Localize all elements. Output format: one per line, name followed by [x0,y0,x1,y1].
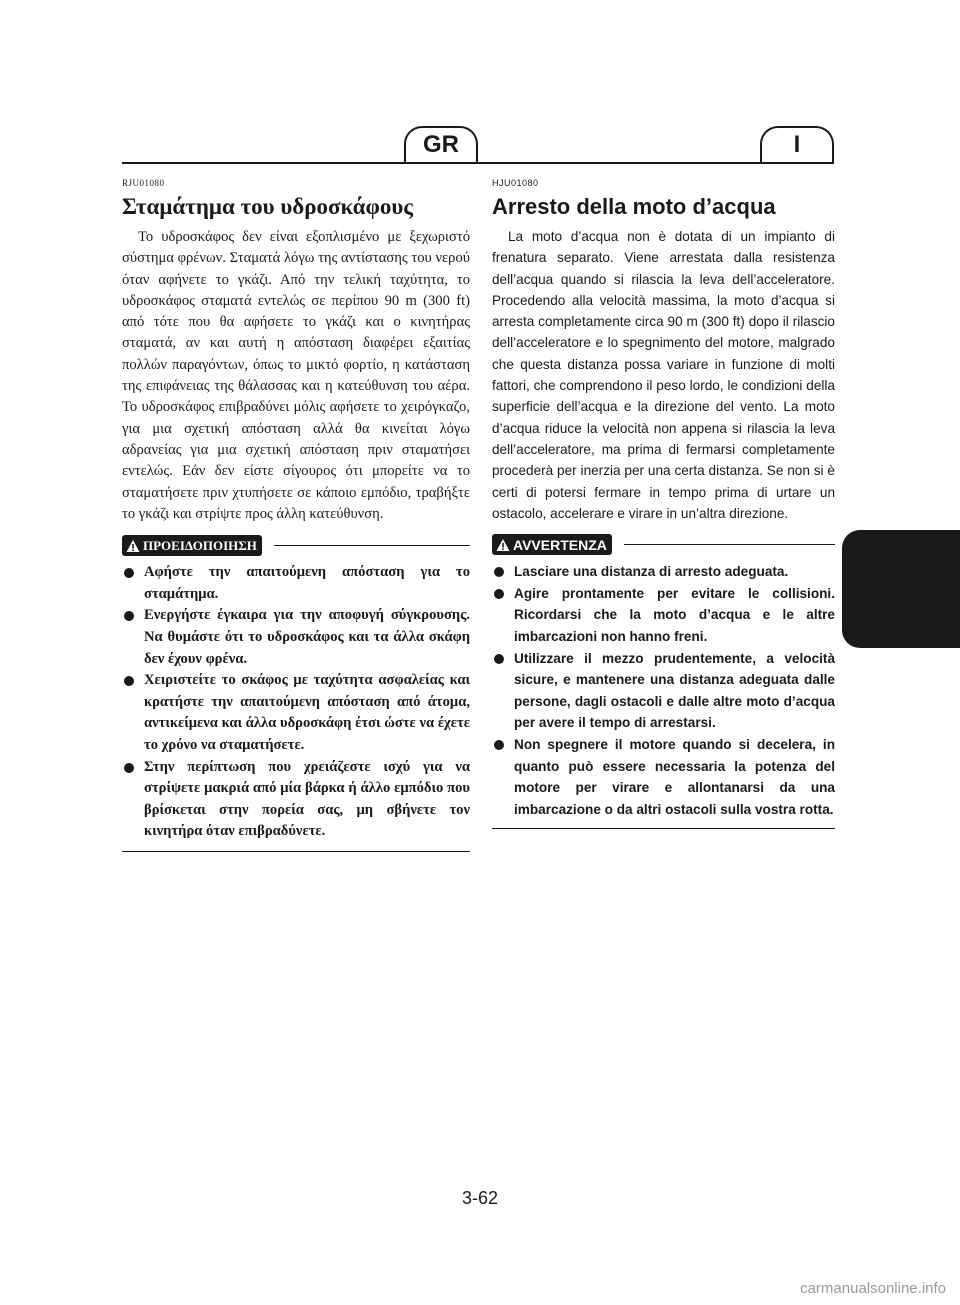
bullet-icon [494,654,504,664]
bullet-icon [494,740,504,750]
list-item: Στην περίπτωση που χρειάζεστε ισχύ για να στρίψετε μακριά από μία βάρκα ή άλλο εμπόδιο που βρίσκεται στην πορεία σας, μη σβήνετε τον κινητήρα όταν επιβραδύνετε. [122,757,470,843]
body-paragraph: Το υδροσκάφος δεν είναι εξοπλισμένο με ξεχωριστό σύστημα φρένων. Σταματά λόγω της αντίστασης του νερού όταν αφήνετε το γκάζι. Από την τελική ταχύτητα, το υδροσκάφος σταματά εντελώς σε περίπου 90 m (300 ft) από τότε που θα αφήσετε το γκάζι και ο κινητήρας σταματά, αν και αυτή η απόσταση διαφέρει εξαιτίας πολλών παραγόντων, όπως το μικτό φορτίο, η κατάσταση της επιφάνειας της θάλασσας και η κατεύθυνση του αέρα. Το υδροσκάφος επιβραδύνει μόλις αφήσετε το χειρόγκαζο, για μια σχετική απόσταση αλλά θα κινείται λόγω αδρανείας για μια σχετική απόσταση πριν σταματήσει εντελώς. Εάν δεν είστε σίγουρος ότι μπορείτε να το σταματήσετε πριν χτυπήσετε σε κάποιο εμπόδιο, τραβήξτε το γκάζι και στρίψτε προς άλλη κατεύθυνση. [122,229,470,522]
warning-list [122,562,470,843]
warning-badge [122,535,262,556]
list-item: Agire prontamente per evitare le collisioni. Ricordarsi che la moto d’acqua e le altre imbarcazioni non hanno freni. [492,583,835,648]
warning-list [492,561,835,820]
warning-badge [492,534,612,555]
section-title: Σταμάτημα του υδροσκάφους [122,194,413,219]
bullet-icon [124,611,134,621]
body-paragraph: La moto d’acqua non è dotata di un impianto di frenatura separato. Viene arrestata dalla resistenza dell’acqua quando si rilascia la leva dell’acceleratore. Procedendo alla velocità massima, la moto d’acqua si arresta completamente circa 90 m (300 ft) dopo il rilascio dell’acceleratore e lo spegnimento del motore, malgrado che questa distanza possa variare in funzione di molti fattori, che comprendono il peso lordo, le condizioni della superficie dell’acqua e la direzione del vento. La moto d’acqua riduce la velocità non appena si rilascia la leva dell’acceleratore, ma prima di fermarsi completamente procederà per inerzia per una certa distanza. Se non si è certi di potersi fermare in tempo prima di urtare un ostacolo, accelerare e virare in un’altra direzione. [492,229,835,521]
section-thumb-tab [842,530,960,648]
bullet-icon [494,589,504,599]
list-item: Non spegnere il motore quando si decelera, in quanto può essere necessaria la potenza del motore per virare e allontanarsi da una imbarcazione o da altri ostacoli sulla vostra rotta. [492,734,835,820]
bullet-icon [124,568,134,578]
warning-rule [274,545,470,546]
language-code-i: I [793,131,801,158]
italian-column [492,178,835,829]
header-rule [122,162,834,164]
language-tab-italian [760,126,834,162]
section-code: HJU01080 [492,178,539,188]
bullet-icon [494,567,504,577]
warning-triangle-icon [496,538,510,552]
list-item: Ενεργήστε έγκαιρα για την αποφυγή σύγκρουσης. Να θυμάστε ότι το υδροσκάφος και τα άλλα σκάφη δεν έχουν φρένα. [122,605,470,670]
warning-label: ΠΡΟΕΙΔΟΠΟΙΗΣΗ [143,537,257,553]
language-tab-greek [404,126,478,162]
list-item: Utilizzare il mezzo prudentemente, a velocità sicure, e mantenere una distanza adeguata dalle persone, dagli ostacoli e dalle altre moto d’acqua per avere il tempo di arrestarsi. [492,648,835,734]
warning-rule [624,544,835,545]
warning-header [122,535,470,556]
bullet-icon [124,763,134,773]
list-item: Χειριστείτε το σκάφος με ταχύτητα ασφαλείας και κρατήστε την απαιτούμενη απόσταση από άτομα, αντικείμενα και άλλα υδροσκάφη έτσι ώστε να έχετε το χρόνο να σταματήσετε. [122,670,470,756]
list-item: Lasciare una distanza di arresto adeguata. [492,561,835,583]
list-item: Αφήστε την απαιτούμενη απόσταση για το σταμάτημα. [122,562,470,605]
section-code: RJU01080 [122,178,165,188]
page-number: 3-62 [461,1188,499,1208]
language-code-gr: GR [423,131,459,158]
warning-end-rule [492,828,835,829]
warning-triangle-icon [126,539,140,553]
bullet-icon [124,676,134,686]
warning-header [492,534,835,555]
greek-column [122,178,470,852]
section-title: Arresto della moto d’acqua [492,194,776,219]
warning-label: AVVERTENZA [513,536,607,553]
warning-end-rule [122,851,470,852]
site-watermark: carmanualsonline.info [800,1280,946,1297]
